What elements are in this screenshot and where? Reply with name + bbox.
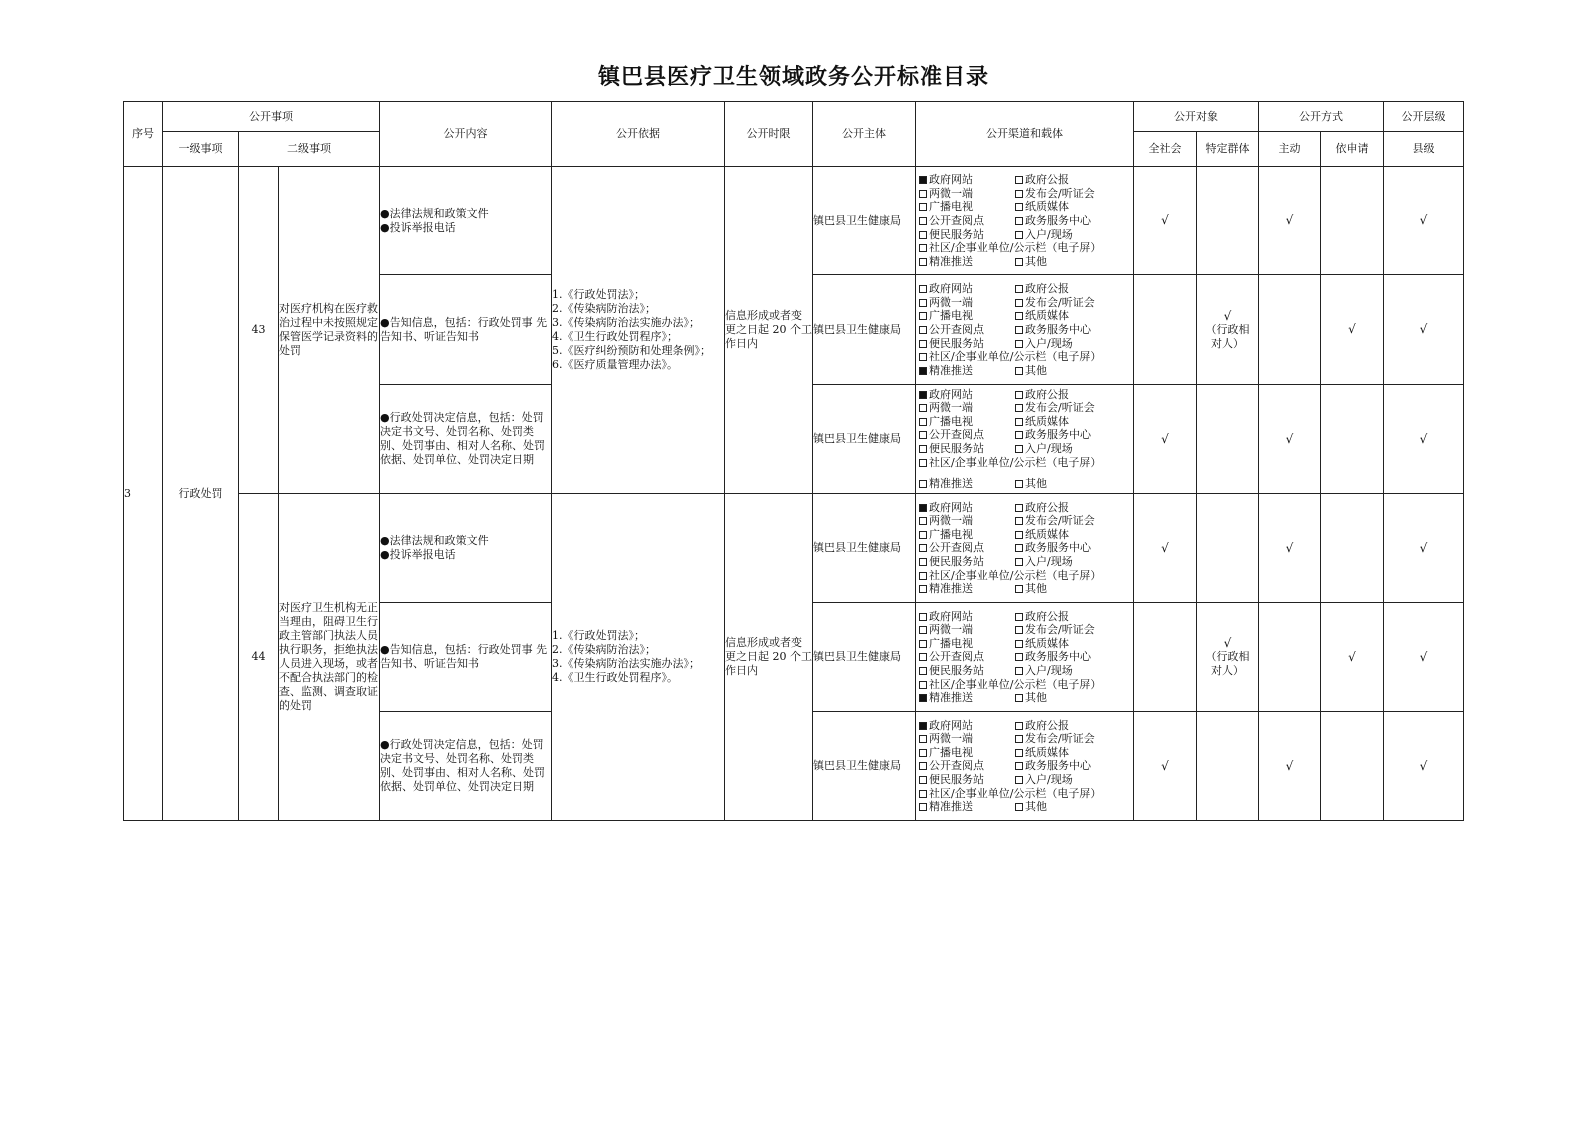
channel-option: 政府公报 [1015, 719, 1133, 733]
channel-option: 纸质媒体 [1015, 200, 1133, 214]
channel-option: 政府网站 [919, 501, 1015, 515]
unchecked-box-icon [1015, 367, 1023, 375]
channel-option: 两微一端 [919, 187, 1015, 201]
header-specific: 特定群体 [1197, 132, 1259, 167]
unchecked-box-icon [919, 299, 927, 307]
header-level2: 二级事项 [239, 132, 380, 167]
channel-option: 政府网站 [919, 173, 1015, 187]
channel-option: 两微一端 [919, 623, 1015, 637]
channel-option: 便民服务站 [919, 442, 1015, 456]
unchecked-box-icon [919, 749, 927, 757]
unchecked-box-icon [1015, 504, 1023, 512]
active-cell [1259, 384, 1321, 494]
specific-cell [1197, 384, 1259, 494]
channel-option: 政府公报 [1015, 501, 1133, 515]
header-subject: 公开主体 [813, 102, 916, 167]
channel-option: 广播电视 [919, 415, 1015, 429]
channel-option: 政府公报 [1015, 610, 1133, 624]
unchecked-box-icon [919, 613, 927, 621]
channel-option: 广播电视 [919, 637, 1015, 651]
basis-line: 2.《传染病防治法》； [552, 302, 656, 316]
check-mark-icon: √ [1285, 758, 1294, 773]
content-line: ●法律法规和政策文件 [380, 534, 489, 548]
unchecked-box-icon [1015, 776, 1023, 784]
unchecked-box-icon [1015, 418, 1023, 426]
header-tier: 公开层级 [1384, 102, 1464, 132]
channel-option: 发布会/听证会 [1015, 296, 1133, 310]
channel-cell [916, 167, 1134, 275]
header-matter: 公开事项 [163, 102, 380, 132]
channel-option: 政府公报 [1015, 173, 1133, 187]
channel-option: 社区/企事业单位/公示栏（电子屏） [919, 456, 1133, 470]
channel-option: 其他 [1015, 691, 1133, 705]
check-mark-icon: √ [1419, 540, 1428, 555]
unchecked-box-icon [919, 312, 927, 320]
basis-line: 4.《卫生行政处罚程序》。 [552, 671, 678, 685]
table-body [124, 167, 1464, 821]
society-cell [1134, 167, 1197, 275]
check-mark-icon: √ [1348, 322, 1356, 337]
channel-cell [916, 275, 1134, 385]
unchecked-box-icon [919, 203, 927, 211]
unchecked-box-icon [919, 585, 927, 593]
unchecked-box-icon [919, 244, 927, 252]
channel-option: 公开查阅点 [919, 759, 1015, 773]
channel-option: 政务服务中心 [1015, 214, 1133, 228]
table-row [124, 167, 1464, 275]
unchecked-box-icon [1015, 626, 1023, 634]
header-level1: 一级事项 [163, 132, 239, 167]
basis-line: 5.《医疗纠纷预防和处理条例》； [552, 344, 711, 358]
item-description: 对医疗机构在医疗救治过程中未按照规定保管医学记录资料的处罚 [279, 167, 380, 494]
check-mark-icon: √ [1419, 213, 1428, 228]
subject-cell: 镇巴县卫生健康局 [813, 494, 916, 602]
check-mark-icon: √ [1161, 431, 1169, 446]
channel-option: 其他 [1015, 582, 1133, 596]
channel-option: 公开查阅点 [919, 541, 1015, 555]
channel-option: 政务服务中心 [1015, 323, 1133, 337]
unchecked-box-icon [1015, 445, 1023, 453]
header-channel: 公开渠道和载体 [916, 102, 1134, 167]
unchecked-box-icon [1015, 480, 1023, 488]
active-cell [1259, 712, 1321, 821]
content-line: ●法律法规和政策文件 [380, 206, 489, 220]
content-cell [380, 494, 552, 602]
unchecked-box-icon [919, 445, 927, 453]
specific-cell [1197, 494, 1259, 602]
channel-cell [916, 494, 1134, 602]
table-header [124, 102, 1464, 167]
county-cell [1384, 602, 1464, 712]
subject-cell: 镇巴县卫生健康局 [813, 602, 916, 712]
channel-option: 政府网站 [919, 388, 1015, 402]
unchecked-box-icon [1015, 585, 1023, 593]
request-cell [1321, 602, 1384, 712]
county-cell [1384, 384, 1464, 494]
channel-option: 政务服务中心 [1015, 759, 1133, 773]
header-content: 公开内容 [380, 102, 552, 167]
channel-option: 其他 [1015, 255, 1133, 269]
check-mark-icon: √ [1419, 431, 1428, 446]
society-cell [1134, 494, 1197, 602]
unchecked-box-icon [1015, 404, 1023, 412]
basis-line: 4.《卫生行政处罚程序》； [552, 330, 678, 344]
channel-option: 其他 [1015, 364, 1133, 378]
content-cell [380, 275, 552, 385]
unchecked-box-icon [1015, 285, 1023, 293]
check-mark-icon: √ [1285, 213, 1294, 228]
channel-option: 两微一端 [919, 732, 1015, 746]
header-active: 主动 [1259, 132, 1321, 167]
unchecked-box-icon [919, 190, 927, 198]
channel-option: 公开查阅点 [919, 428, 1015, 442]
channel-option: 便民服务站 [919, 773, 1015, 787]
specific-cell [1197, 167, 1259, 275]
channel-option: 社区/企事业单位/公示栏（电子屏） [919, 787, 1133, 801]
content-cell [380, 602, 552, 712]
request-cell [1321, 494, 1384, 602]
time-cell: 信息形成或者变更之日起 20 个工作日内 [725, 167, 813, 494]
unchecked-box-icon [1015, 299, 1023, 307]
active-cell [1259, 275, 1321, 385]
unchecked-box-icon [919, 326, 927, 334]
unchecked-box-icon [919, 667, 927, 675]
check-mark-icon: √ [1419, 322, 1428, 337]
specific-cell [1197, 712, 1259, 821]
header-county: 县级 [1384, 132, 1464, 167]
county-cell [1384, 494, 1464, 602]
channel-option: 纸质媒体 [1015, 528, 1133, 542]
channel-option: 入户/现场 [1015, 337, 1133, 351]
content-cell [380, 384, 552, 494]
channel-cell [916, 712, 1134, 821]
channel-option: 发布会/听证会 [1015, 187, 1133, 201]
check-mark-icon: √ [1285, 431, 1294, 446]
check-mark-icon: √ [1223, 636, 1232, 651]
checked-box-icon [919, 694, 927, 702]
unchecked-box-icon [919, 626, 927, 634]
basis-line: 3.《传染病防治法实施办法》； [552, 316, 700, 330]
unchecked-box-icon [1015, 558, 1023, 566]
unchecked-box-icon [1015, 531, 1023, 539]
header-seq: 序号 [124, 102, 163, 167]
unchecked-box-icon [919, 431, 927, 439]
basis-line: 1.《行政处罚法》； [552, 288, 645, 302]
subject-cell: 镇巴县卫生健康局 [813, 712, 916, 821]
unchecked-box-icon [919, 517, 927, 525]
disclosure-table [123, 101, 1464, 821]
unchecked-box-icon [919, 544, 927, 552]
content-cell [380, 167, 552, 275]
basis-line: 1.《行政处罚法》； [552, 629, 645, 643]
header-basis: 公开依据 [552, 102, 725, 167]
unchecked-box-icon [1015, 217, 1023, 225]
check-mark-icon: √ [1285, 540, 1294, 555]
check-mark-icon: √ [1348, 649, 1356, 664]
content-line: ●投诉举报电话 [380, 220, 456, 234]
channel-option: 便民服务站 [919, 228, 1015, 242]
item-number: 43 [239, 167, 279, 494]
unchecked-box-icon [1015, 431, 1023, 439]
unchecked-box-icon [1015, 391, 1023, 399]
channel-option: 广播电视 [919, 746, 1015, 760]
unchecked-box-icon [1015, 640, 1023, 648]
header-society: 全社会 [1134, 132, 1197, 167]
unchecked-box-icon [1015, 326, 1023, 334]
unchecked-box-icon [919, 217, 927, 225]
unchecked-box-icon [919, 231, 927, 239]
channel-option: 政务服务中心 [1015, 428, 1133, 442]
seq-cell: 3 [124, 167, 163, 821]
subject-cell: 镇巴县卫生健康局 [813, 275, 916, 385]
channel-option: 政府公报 [1015, 282, 1133, 296]
unchecked-box-icon [919, 340, 927, 348]
level1-cell: 行政处罚 [163, 167, 239, 821]
unchecked-box-icon [919, 418, 927, 426]
check-mark-icon: √ [1223, 308, 1232, 323]
channel-option: 发布会/听证会 [1015, 732, 1133, 746]
society-cell [1134, 712, 1197, 821]
active-cell [1259, 494, 1321, 602]
header-request: 依申请 [1321, 132, 1384, 167]
header-time: 公开时限 [725, 102, 813, 167]
unchecked-box-icon [1015, 544, 1023, 552]
basis-line: 3.《传染病防治法实施办法》； [552, 657, 700, 671]
channel-option: 精准推送 [919, 691, 1015, 705]
channel-option: 入户/现场 [1015, 773, 1133, 787]
unchecked-box-icon [919, 531, 927, 539]
unchecked-box-icon [919, 353, 927, 361]
item-number: 44 [239, 494, 279, 821]
unchecked-box-icon [919, 572, 927, 580]
unchecked-box-icon [1015, 203, 1023, 211]
unchecked-box-icon [1015, 517, 1023, 525]
channel-option: 便民服务站 [919, 337, 1015, 351]
channel-option: 精准推送 [919, 582, 1015, 596]
channel-option: 入户/现场 [1015, 555, 1133, 569]
basis-line: 2.《传染病防治法》； [552, 643, 656, 657]
unchecked-box-icon [1015, 258, 1023, 266]
channel-option: 精准推送 [919, 255, 1015, 269]
channel-option: 社区/企事业单位/公示栏（电子屏） [919, 569, 1133, 583]
unchecked-box-icon [1015, 762, 1023, 770]
county-cell [1384, 275, 1464, 385]
society-cell [1134, 384, 1197, 494]
checked-box-icon [919, 504, 927, 512]
unchecked-box-icon [919, 762, 927, 770]
unchecked-box-icon [1015, 722, 1023, 730]
specific-note: （行政相对人） [1205, 322, 1250, 350]
county-cell [1384, 167, 1464, 275]
channel-option: 政府网站 [919, 282, 1015, 296]
specific-cell [1197, 275, 1259, 385]
channel-option: 两微一端 [919, 401, 1015, 415]
table-row [124, 494, 1464, 602]
check-mark-icon: √ [1419, 758, 1428, 773]
content-cell [380, 712, 552, 821]
channel-option: 政务服务中心 [1015, 541, 1133, 555]
channel-option: 便民服务站 [919, 555, 1015, 569]
unchecked-box-icon [919, 459, 927, 467]
unchecked-box-icon [1015, 749, 1023, 757]
channel-option: 社区/企事业单位/公示栏（电子屏） [919, 241, 1133, 255]
channel-option: 政府网站 [919, 610, 1015, 624]
unchecked-box-icon [1015, 667, 1023, 675]
unchecked-box-icon [919, 480, 927, 488]
unchecked-box-icon [1015, 613, 1023, 621]
channel-option: 广播电视 [919, 309, 1015, 323]
unchecked-box-icon [919, 653, 927, 661]
unchecked-box-icon [919, 776, 927, 784]
header-target: 公开对象 [1134, 102, 1259, 132]
channel-option: 公开查阅点 [919, 323, 1015, 337]
subject-cell: 镇巴县卫生健康局 [813, 167, 916, 275]
unchecked-box-icon [919, 640, 927, 648]
channel-option: 政府网站 [919, 719, 1015, 733]
unchecked-box-icon [1015, 190, 1023, 198]
unchecked-box-icon [919, 258, 927, 266]
checked-box-icon [919, 176, 927, 184]
channel-option: 入户/现场 [1015, 228, 1133, 242]
channel-option: 纸质媒体 [1015, 415, 1133, 429]
unchecked-box-icon [919, 803, 927, 811]
unchecked-box-icon [1015, 312, 1023, 320]
unchecked-box-icon [1015, 735, 1023, 743]
page-title: 镇巴县医疗卫生领域政务公开标准目录 [597, 64, 989, 90]
unchecked-box-icon [1015, 176, 1023, 184]
unchecked-box-icon [919, 681, 927, 689]
checked-box-icon [919, 391, 927, 399]
request-cell [1321, 384, 1384, 494]
check-mark-icon: √ [1161, 213, 1169, 228]
content-line: ●行政处罚决定信息，包括：处罚决定书文号、处罚名称、处罚类别、处罚事由、相对人名称、处罚依据、处罚单位、处罚决定日期 [380, 411, 545, 467]
unchecked-box-icon [919, 285, 927, 293]
active-cell [1259, 167, 1321, 275]
society-cell [1134, 275, 1197, 385]
channel-option: 发布会/听证会 [1015, 401, 1133, 415]
unchecked-box-icon [919, 790, 927, 798]
check-mark-icon: √ [1419, 649, 1428, 664]
channel-option: 政务服务中心 [1015, 650, 1133, 664]
request-cell [1321, 167, 1384, 275]
content-line: ●行政处罚决定信息，包括：处罚决定书文号、处罚名称、处罚类别、处罚事由、相对人名称、处罚依据、处罚单位、处罚决定日期 [380, 738, 545, 794]
checked-box-icon [919, 722, 927, 730]
channel-option: 精准推送 [919, 477, 1015, 491]
channel-option: 精准推送 [919, 800, 1015, 814]
request-cell [1321, 275, 1384, 385]
unchecked-box-icon [919, 558, 927, 566]
channel-option: 发布会/听证会 [1015, 514, 1133, 528]
channel-option: 纸质媒体 [1015, 309, 1133, 323]
check-mark-icon: √ [1161, 540, 1169, 555]
channel-cell [916, 384, 1134, 494]
specific-note: （行政相对人） [1205, 650, 1250, 678]
content-line: ●告知信息，包括：行政处罚事 先告知书、听证告知书 [380, 315, 548, 343]
channel-option: 公开查阅点 [919, 650, 1015, 664]
channel-option: 政府公报 [1015, 388, 1133, 402]
channel-option: 发布会/听证会 [1015, 623, 1133, 637]
unchecked-box-icon [1015, 694, 1023, 702]
subject-cell: 镇巴县卫生健康局 [813, 384, 916, 494]
channel-option: 精准推送 [919, 364, 1015, 378]
county-cell [1384, 712, 1464, 821]
unchecked-box-icon [1015, 340, 1023, 348]
content-line: ●告知信息，包括：行政处罚事 先告知书、听证告知书 [380, 643, 548, 671]
channel-option: 公开查阅点 [919, 214, 1015, 228]
basis-cell [552, 167, 725, 494]
specific-cell [1197, 602, 1259, 712]
channel-option: 社区/企事业单位/公示栏（电子屏） [919, 350, 1133, 364]
unchecked-box-icon [1015, 803, 1023, 811]
unchecked-box-icon [1015, 653, 1023, 661]
channel-option: 便民服务站 [919, 664, 1015, 678]
unchecked-box-icon [919, 735, 927, 743]
time-cell: 信息形成或者变更之日起 20 个工作日内 [725, 494, 813, 821]
unchecked-box-icon [919, 404, 927, 412]
channel-option: 社区/企事业单位/公示栏（电子屏） [919, 678, 1133, 692]
channel-option: 纸质媒体 [1015, 637, 1133, 651]
society-cell [1134, 602, 1197, 712]
active-cell [1259, 602, 1321, 712]
channel-option: 两微一端 [919, 514, 1015, 528]
channel-option: 入户/现场 [1015, 664, 1133, 678]
request-cell [1321, 712, 1384, 821]
channel-option: 广播电视 [919, 528, 1015, 542]
item-description: 对医疗卫生机构无正当理由，阻碍卫生行政主管部门执法人员执行职务，拒绝执法人员进入现场，或者不配合执法部门的检查、监测、调查取证的处罚 [279, 494, 380, 821]
channel-option: 纸质媒体 [1015, 746, 1133, 760]
checked-box-icon [919, 367, 927, 375]
header-method: 公开方式 [1259, 102, 1384, 132]
channel-option: 广播电视 [919, 200, 1015, 214]
basis-line: 6.《医疗质量管理办法》。 [552, 358, 678, 372]
channel-option: 两微一端 [919, 296, 1015, 310]
check-mark-icon: √ [1161, 758, 1169, 773]
content-line: ●投诉举报电话 [380, 548, 456, 562]
channel-option: 其他 [1015, 800, 1133, 814]
basis-cell [552, 494, 725, 821]
channel-cell [916, 602, 1134, 712]
channel-option: 其他 [1015, 477, 1133, 491]
unchecked-box-icon [1015, 231, 1023, 239]
channel-option: 入户/现场 [1015, 442, 1133, 456]
